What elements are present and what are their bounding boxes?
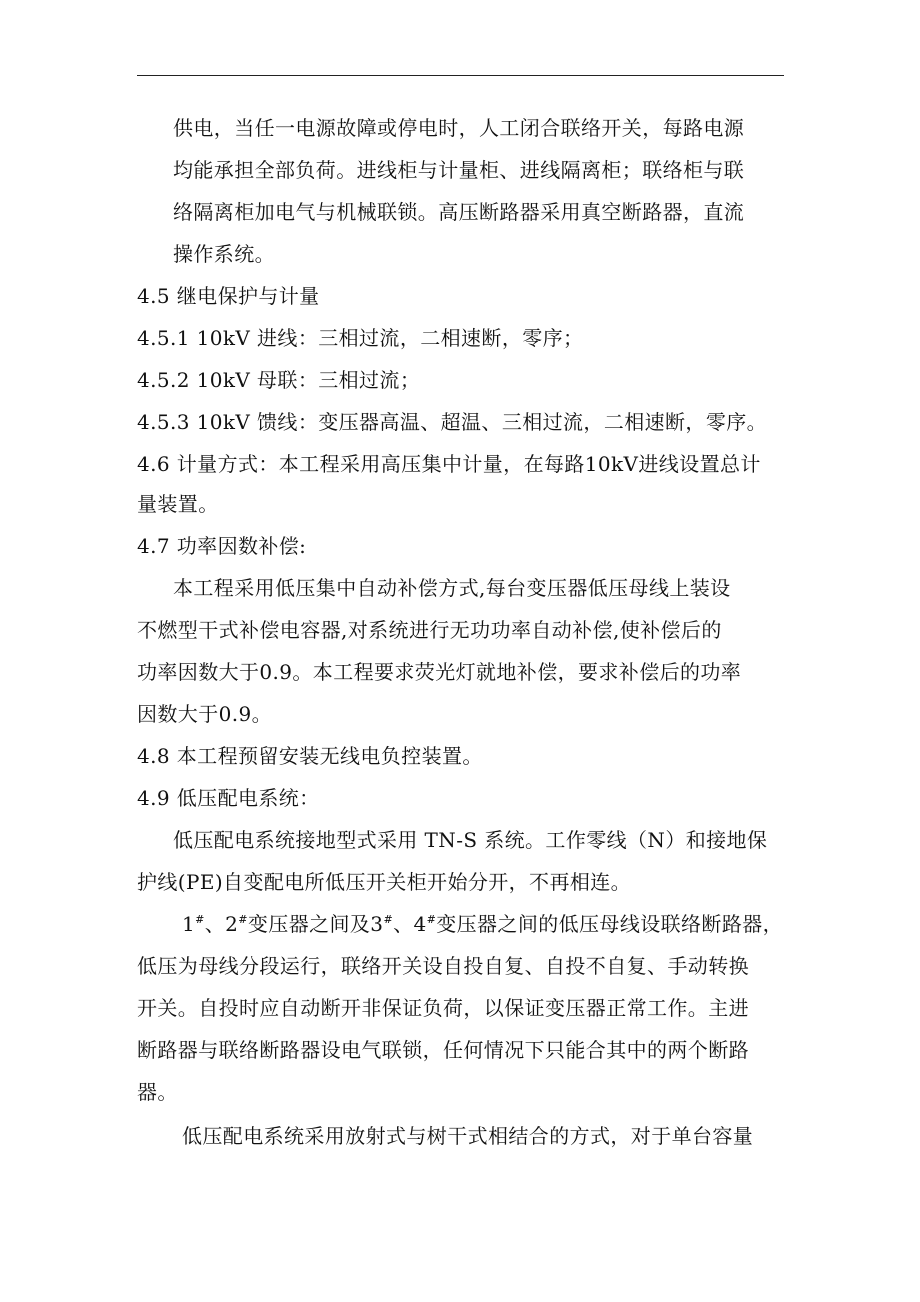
body-line: 功率因数大于0.9。本工程要求荧光灯就地补偿，要求补偿后的功率 [137,660,742,684]
section-heading-4-7: 4.7 功率因数补偿: [137,534,307,558]
body-line: 均能承担全部负荷。进线柜与计量柜、进线隔离柜；联络柜与联 [173,158,745,182]
header-rule [137,75,784,76]
body-line: 4.5.3 10kV 馈线：变压器高温、超温、三相过流，二相速断，零序。 [137,410,768,434]
body-line: 器。 [137,1080,178,1104]
body-line: 开关。自投时应自动断开非保证负荷，以保证变压器正常工作。主进 [137,996,749,1020]
body-line: 4.5.2 10kV 母联：三相过流； [137,368,421,392]
body-line: 不燃型干式补偿电容器,对系统进行无功功率自动补偿,使补偿后的 [137,618,722,642]
body-line: 操作系统。 [173,242,275,266]
section-heading-4-8: 4.8 本工程预留安装无线电负控装置。 [137,744,483,768]
section-heading-4-6: 4.6 计量方式：本工程采用高压集中计量，在每路10kV进线设置总计 [137,452,761,476]
body-line: 供电，当任一电源故障或停电时，人工闭合联络开关，每路电源 [173,116,745,140]
body-line: 低压配电系统采用放射式与树干式相结合的方式，对于单台容量 [182,1124,754,1148]
body-line: 量装置。 [137,492,219,516]
section-heading-4-9: 4.9 低压配电系统： [137,786,320,810]
body-line: 本工程采用低压集中自动补偿方式,每台变压器低压母线上装设 [173,576,731,600]
body-line: 断路器与联络断路器设电气联锁，任何情况下只能合其中的两个断路 [137,1038,749,1062]
body-line: 低压配电系统接地型式采用 TN-S 系统。工作零线（N）和接地保 [173,828,768,852]
body-line: 护线(PE)自变配电所低压开关柜开始分开，不再相连。 [137,870,632,894]
body-line: 4.5.1 10kV 进线：三相过流，二相速断，零序； [137,326,584,350]
body-line: 1#、2#变压器之间及3#、4#变压器之间的低压母线设联络断路器， [182,912,784,936]
section-heading-4-5: 4.5 继电保护与计量 [137,284,320,308]
body-line: 低压为母线分段运行，联络开关设自投自复、自投不自复、手动转换 [137,954,749,978]
body-line: 络隔离柜加电气与机械联锁。高压断路器采用真空断路器，直流 [173,200,745,224]
body-line: 因数大于0.9。 [137,702,273,726]
